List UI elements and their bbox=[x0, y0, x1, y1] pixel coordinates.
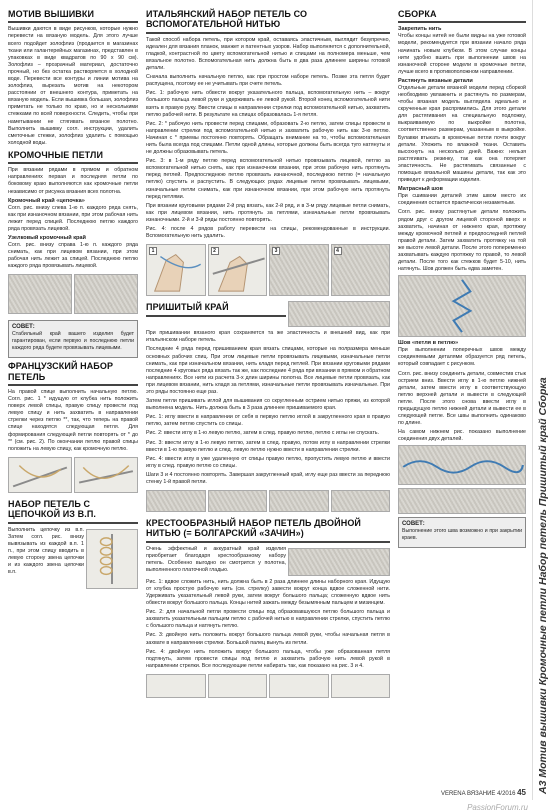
bulgarian-sample-illustration bbox=[288, 548, 390, 576]
advice-text: Стабильный край вашего изделия будет гарантирован, если первую и последнюю петли каждого ряда будете провязывать лицевыми. bbox=[12, 331, 134, 352]
bulgarian-p4: Рис. 3: двойную нить положить вокруг большого пальца левой руки, чтобы начальная петля в захвате в направлении стрелки. Большой палец вынуть из петли. bbox=[146, 632, 390, 646]
fasten-yarn-text: Чтобы концы нитей не были видны на уже готовой модели, рекомендуется при вязании начало ряда начинать новым клубком. В этом случае концы нити удобно вшить при выполнении швов на изнаночной стороне модели в кромочные петли, лучше всего в противоположном направлении. bbox=[398, 33, 526, 75]
section-title-edge-stitches: КРОМОЧНЫЕ ПЕТЛИ bbox=[8, 150, 138, 164]
french-cast-on-illustrations bbox=[8, 455, 138, 496]
section-title-french-cast-on: ФРАНЦУЗСКИЙ НАБОР ПЕТЕЛЬ bbox=[8, 361, 138, 386]
sewn-p5: Рис. 2: ввести иглу в 1-ю левую петлю, затем в след. правую петлю, петлю с иглы не спускать. bbox=[146, 430, 380, 437]
knot-edge-illustration bbox=[74, 274, 138, 314]
italian-p7: Рис. 4: после 4 рядов работу перевести на спицы, рекомендованные в инструкции. Вспомогательную нить удалить. bbox=[146, 226, 390, 240]
italian-p4: Рис. 2: * рабочую нить провести перед спицами, образовать 2-ю петлю, затем спицы провести в направлении стрелки под вспомогательной нитью и захватить рабочую нить как 3-ю петлю. Начиная с * приемы постоянно повторять. Обращать внимание на то, чтобы вспомогательная нить была всегда под спицами. Петли одной длины, которые должны быть всегда туго натянуты и не должны образовывать петель. bbox=[146, 120, 390, 156]
sewn-p4: Рис. 1: иглу ввести в направлении от себя в первую петлю иглой в закругленного края в правую петлю, затем петлю спустить со спицы. bbox=[146, 414, 390, 428]
sidebar-title: А3 Мотив вышивки Кромочные петли Набор петель Пришитый край Сборка bbox=[537, 377, 549, 794]
italian-fig-4 bbox=[331, 244, 391, 296]
sewn-edge-illustration bbox=[288, 301, 390, 327]
page-footer bbox=[441, 788, 526, 797]
chain-edge-text: Согл. рис. внизу слева 1-ю п. каждого ряда снять, как при изнаночном вязании, при этом рабочая нить лежит перед спицей. Последнюю петлю каждого ряда провязать лицевой. bbox=[8, 204, 138, 232]
bulgarian-fig-2 bbox=[208, 674, 268, 698]
bulgarian-p1: Очень эффектный и аккуратный край изделия приобретает благодаря крестообразному набору петель. Особенно выгодно он смотрится у полотна, выполненного платочной гладью. bbox=[146, 545, 286, 574]
needle-icon bbox=[9, 458, 71, 492]
chain-cast-on-illustration bbox=[86, 529, 138, 589]
magazine-name: VERENA ВЯЗАНИЕ bbox=[440, 791, 496, 797]
loop-to-loop-note: На самом нижнем рис. показано выполнение соединения двух деталей. bbox=[398, 429, 526, 443]
advice-title: СОВЕТ: bbox=[12, 324, 35, 331]
italian-p1: Такой способ набора петель, при котором край, оставаясь эластичным, выглядит безупречно, идеален для вязания планок, манжет и патентных узоров. Набор выполняется с дополнительной, гладкой, контрастной по цвету вспомогательной нитью и спицами на полномера меньше, чем вязальное полотно. Вспомогательная нить должна быть в два раза длиннее ширины готовой детали. bbox=[146, 36, 390, 72]
bulgarian-illustrations bbox=[146, 672, 390, 701]
needle-icon bbox=[75, 458, 137, 492]
sewn-fig-1 bbox=[146, 490, 206, 512]
column-2 bbox=[146, 6, 390, 701]
mattress-stitch-intro: При сшивании деталей этим швом место их соединения остается практически незаметным. bbox=[398, 193, 526, 207]
section-title-sewn-edge: ПРИШИТЫЙ КРАЙ bbox=[146, 302, 286, 316]
italian-p6: При вязании круговыми рядами 2-й ряд вязать, как 2-й ряд, и в 3-м ряду лицевые петли снимать, как при лицевом вязании, нить протянуть за петлями, изначальные петли провязывать изнаночными. 2-й и 3-й ряды постоянно повторять. bbox=[146, 202, 390, 223]
section-text-embroidery: Вышивки даются в виде рисунков, которые нужно перевести на вязаную модель. Для этого лучше всего подойдет золофлиз (продается в магазинах ткани или галантерейных магазинах, представлен в упаковках в виде квадратов по 90 х 90 см). Золофлиз – прозрачный материал, достаточно прочный, но без остатка растворяется в холодной воде. Перевести все контуры и линии мотива на золофлиз, вырезать мотив на некотором расстоянии от внешнего контура, приметать на вязаную модель. Если вышивка большая, золофлиз приметать не только по краю, но и несколькими стежками по всей поверхности. Следить, чтобы при наметывании не стягивать вязаное полотно. Выполнить вышивку согл. инструкции, удалить сметочные стежки, золофлиз удалить с помощью холодной воды. bbox=[8, 26, 138, 146]
italian-fig-2 bbox=[208, 244, 268, 296]
italian-fig-3 bbox=[269, 244, 329, 296]
loop-to-loop-text: Согл. рис. внизу соединить детали, совместив стык острием вниз. Ввести иглу в 1-ю петлю нижней детали, затем ввести иглу в соответствующую петлю верхней детали и вывести в следующей петле. После этого снова ввести иглу в предыдущую петлю нижней детали и вывести ее в следующей петле. Все швы выполнить одинаково по длине. bbox=[398, 370, 526, 427]
sewn-p3: Затем петли пришивать иглой для вышивания со скругленным острием нитью пряжи, из которой выполнена модель. Нить должна быть в 3 раза длиннее пришиваемого края. bbox=[146, 398, 390, 412]
bulgarian-p2: Рис. 1: вдвое сложить нить, нить должна быть в 2 раза длиннее длины наборного края. Идущую от клубка простую рабочую нить (см. стрелку) завести вокруг конца вдвое сложенной нити. Удерживать указательный левой руки, затем вокруг большого пальца; сложенную вдвое нить обвести вокруг большого пальца. Концы нитей зажать между безымянным пальцем и мизинцем. bbox=[146, 578, 390, 607]
italian-p3: Рис. 1: рабочую нить обвести вокруг указательного пальца, вспомогательную нить – вокруг большого пальца левой руки и удерживать ее левой рукой. Второй конец вспомогательной нити взять в правую руку. Ввести спицы в направлении стрелки под вспомогательной нитью, захватить петлю рабочей нити. В результате на спицах образовалась 1-я петля. bbox=[146, 90, 390, 118]
blocking-text: Отдельные детали вязаной модели перед сборкой необходимо увлажнить и растянуть по размерам, чтобы вязаная модель выглядела идеально и скрученные края распрямились. Для этого детали для растягивания на специальную подложку, выкраиваемую по выкройке полотна, соответственно размерам, указанным в выкройке. Булавки втыкать в кромочные петли почти вокруг детали. Уложить по влажной ткани. Оставить высохнуть на несколько дней. Важно: нельзя растягивать резинку, так как она потеряет эластичность. Не растягивать связанные с помощью вязальной машины детали, так как это приведет к деформации изделия. bbox=[398, 84, 526, 184]
section-title-bulgarian-cast-on: КРЕСТООБРАЗНЫЙ НАБОР ПЕТЕЛЬ ДВОЙНОЙ НИТЬЮ (= БОЛГАРСКИЙ «ЗАЧИН») bbox=[146, 518, 390, 543]
advice-box-2 bbox=[398, 517, 526, 548]
watermark: PassionForum.ru bbox=[467, 803, 528, 812]
section-title-italian-cast-on: ИТАЛЬЯНСКИЙ НАБОР ПЕТЕЛЬ СО ВСПОМОГАТЕЛЬНОЙ НИТЬЮ bbox=[146, 9, 390, 34]
french-cast-on-fig-1 bbox=[8, 457, 72, 493]
sewn-p7: Рис. 4: ввести иглу в уже удаленную от спицы правую петлю, пропустить левую петлю и ввести иглу в след. правую петлю со спицы. bbox=[146, 455, 390, 469]
sewn-p6: Рис. 3: ввести иглу в 1-ю левую петлю, затем в след. правую, потом иглу в направлении стрелки ввести в 1-ю правую петлю и след. левую петлю нужно ввести в направлении стрелки. bbox=[146, 439, 390, 453]
edge-illustrations bbox=[8, 272, 138, 317]
seam-icon bbox=[399, 446, 525, 484]
bulgarian-fig-3 bbox=[269, 674, 329, 698]
section-title-chain-cast-on: НАБОР ПЕТЕЛЬ С ЦЕПОЧКОЙ ИЗ В.П. bbox=[8, 499, 138, 524]
fasten-yarn-heading: Закрепить нить bbox=[398, 26, 442, 33]
sewn-edge-block bbox=[146, 299, 390, 330]
edge-stitches-intro: При вязании рядами в прямом и обратном направлениях первая и последняя петли по боковому краю выполняются как кромочные петли независимо от рисунка вязания всех полотна. bbox=[8, 167, 138, 195]
advice-title: СОВЕТ: bbox=[402, 521, 425, 528]
bulgarian-p5: Рис. 4: двойную нить положить вокруг большого пальца, чтобы уже образованная петля подтянуть, затем провести спицы под петлю и захватить рабочую нить левой рукой в направлении стрелки. Все последующие петли набирать так, как показано на рис. 3 и 4. bbox=[146, 648, 390, 669]
column-3 bbox=[398, 6, 526, 551]
sewn-p1: При пришивании вязаного края сохраняется та же эластичность и внешний вид, как при итальянском наборе петель. bbox=[146, 330, 390, 344]
blocking-heading: Растянуть вязаные детали bbox=[398, 77, 473, 84]
loop-to-loop-illustration-2 bbox=[398, 488, 526, 514]
advice-box-1 bbox=[8, 320, 138, 358]
issue-number: 4/2016 bbox=[497, 791, 516, 797]
loop-to-loop-illustration-1 bbox=[398, 445, 526, 485]
page-number: 45 bbox=[517, 788, 526, 797]
sewn-fig-3 bbox=[269, 490, 329, 512]
column-1 bbox=[8, 6, 138, 592]
loop-to-loop-intro: При выполнении поперечных швов между соединяемыми деталями образуется ряд петель, который совпадает с рисунком. bbox=[398, 347, 526, 368]
chain-edge-heading: Кромочный край «цепочка» bbox=[8, 197, 85, 204]
mattress-stitch-illustration bbox=[398, 275, 526, 337]
sewn-p8: Шаги 3 и 4 постоянно повторять. Завершая закругленный край, иглу еще раз ввести за переднюю стенку 1-й правой петли. bbox=[146, 471, 390, 485]
chain-cast-on-text: Выполнить цепочку из в.п. Затем согл. рис. внизу вывязывать из каждой в.п. 1 п., при этом спицу вводить в левую сторону звена цепочки и из каждого звена цепочки в.п. bbox=[8, 526, 84, 576]
figure-number-3: 3 bbox=[272, 247, 280, 255]
chain-edge-illustration bbox=[8, 274, 72, 314]
italian-p5: Рис. 3: в 1-м ряду петлю перед вспомогательной нитью провязывать лицевой, петлю за вспомогательной нитью снять, как при изнаночном вязании, при этом рабочую нить протянуть перед петлей. Предпоследнюю петлю провязать изнаночной, последнюю петлю (= начальную петлю) спустить и распустить. В следующих рядах лицевые петли провязывать лицевыми, изначальные петли снимать, как при изнаночном вязании, при этом рабочую нить протянуть перед петлями. bbox=[146, 158, 390, 200]
advice-text: Выполнение этого шва возможно и при закрытии краев. bbox=[402, 528, 522, 542]
sewn-fig-4 bbox=[331, 490, 391, 512]
figure-number-4: 4 bbox=[334, 247, 342, 255]
sewn-p2: Последние 4 ряда перед пришиванием края вязать спицами, которые на полразмера меньше основных рабочих спиц. При этом лицевые петли провязывать лицевыми, изначальные петли снимать, как при изначальном вязании, нить кладя перед петлей. При вязании круговыми рядами последние 4 круговых ряда вязать так же, как последние 4 ряда при вязании в прямом и обратном направлениях. Все нити из расчета 3-х длин ширины полотна. Все лицевые петли провязать, как при лицевом вязании, нить кладя за петлями, изначальные петли провязывать изначальные. При это ряды постоянно еще раз. bbox=[146, 346, 390, 395]
chain-cast-on-block bbox=[8, 527, 138, 592]
crochet-chain-icon bbox=[87, 530, 137, 588]
section-title-assembly: СБОРКА bbox=[398, 9, 526, 23]
french-cast-on-text: На правой спице выполнить начальную петлю. Согл. рис. 1 * идущую от клубка нить положить поверх левой спицы, правую спицу провести под левую спицу и нить захватить в направлении стрелки через петлю **, так, что теперь на правой спице находятся следующая петля. Для формирования следующей петли повторять от * до ** (см. рис. 2). По окончании петлю правой спицы положить на левую спицу, как кромочную петлю. bbox=[8, 389, 138, 452]
sewn-fig-2 bbox=[208, 490, 268, 512]
figure-number-2: 2 bbox=[211, 247, 219, 255]
seam-icon bbox=[399, 276, 525, 336]
bulgarian-fig-1 bbox=[146, 674, 206, 698]
knot-edge-heading: Узелковый кромочный край bbox=[8, 235, 86, 242]
figure-number-1: 1 bbox=[149, 247, 157, 255]
italian-p2: Сначала выполнить начальную петлю, как при простом наборе петель. Позже эта петля будет распущена, поэтому ее не учитывать при счете петель. bbox=[146, 74, 390, 88]
vertical-sidebar bbox=[532, 0, 552, 800]
bulgarian-fig-4 bbox=[331, 674, 391, 698]
italian-illustrations bbox=[146, 242, 390, 299]
sewn-edge-illustrations bbox=[146, 488, 390, 515]
french-cast-on-fig-2 bbox=[74, 457, 138, 493]
knot-edge-text: Согл. рис. внизу справа 1-ю п. каждого ряда снимать, как при лицевом вязании, при этом рабочая нить лежит за спицей. Последнюю петлю каждого ряда провязывать лицевой. bbox=[8, 242, 138, 270]
mattress-stitch-heading: Матрасный шов bbox=[398, 186, 443, 193]
bulgarian-intro-block bbox=[146, 546, 390, 579]
loop-to-loop-heading: Шов «петля в петлю» bbox=[398, 340, 459, 347]
mattress-stitch-text: Согл. рис. внизу растянутые детали положить рядом друг с другом лицевой стороной вверх и захватить, начиная от нижнего края, протяжку между кромочной петлей и предпоследней петлей правой детали. Затем захватить протяжку на той же высоте левой детали. После этого попеременно захватывать каждую протяжку то правой, то левой детали. После того как стежков будет 5-10, нить натянуть. Шов должен быть едва заметен. bbox=[398, 209, 526, 273]
bulgarian-p3: Рис. 2: для начальной петли провести спицы под образовавшуюся петлю большого пальца и захватить указательным пальцем петлю с рабочей нитью в направлении стрелки, спустить петлю с большого пальца и натянуть петлю. bbox=[146, 609, 390, 630]
section-title-embroidery: МОТИВ ВЫШИВКИ bbox=[8, 9, 138, 23]
italian-fig-1 bbox=[146, 244, 206, 296]
